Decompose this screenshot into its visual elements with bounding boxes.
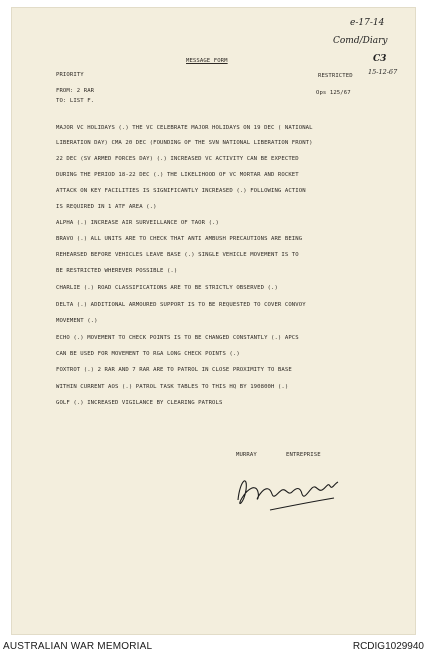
handwritten-code: C3	[373, 54, 387, 64]
sender-label: MURRAY	[236, 452, 257, 458]
body-line: BRAVO (.) ALL UNITS ARE TO CHECK THAT ANTI AMBUSH PRECAUTIONS ARE BEING	[56, 236, 303, 242]
archive-footer	[0, 638, 427, 654]
body-line: CAN BE USED FOR MOVEMENT TO RGA LONG CHECK POINTS (.)	[56, 351, 240, 357]
body-line: REHEARSED BEFORE VEHICLES LEAVE BASE (.) SINGLE VEHICLE MOVEMENT IS TO	[56, 252, 299, 258]
handwritten-signature	[230, 470, 350, 514]
body-line: DURING THE PERIOD 18-22 DEC (.) THE LIKELIHOOD OF VC MORTAR AND ROCKET	[56, 172, 299, 178]
body-line: WITHIN CURRENT AOS (.) PATROL TASK TABLES TO THIS HQ BY 190800H (.)	[56, 384, 289, 390]
handwritten-folder-ref: Comd/Diary	[333, 36, 388, 46]
classification-label: RESTRICTED	[318, 73, 353, 79]
body-line: ECHO (.) MOVEMENT TO CHECK POINTS IS TO BE CHANGED CONSTANTLY (.) APCS	[56, 335, 299, 341]
body-line: BE RESTRICTED WHEREVER POSSIBLE (.)	[56, 268, 178, 274]
sender-role: ENTREPRISE	[286, 452, 321, 458]
body-line: MAJOR VC HOLIDAYS (.) THE VC CELEBRATE MAJOR HOLIDAYS ON 19 DEC ( NATIONAL	[56, 125, 313, 131]
form-title: MESSAGE FORM	[186, 58, 228, 64]
priority-label: PRIORITY	[56, 72, 84, 78]
archive-name: AUSTRALIAN WAR MEMORIAL	[3, 641, 153, 652]
body-line: ATTACK ON KEY FACILITIES IS SIGNIFICANTLY INCREASED (.) FOLLOWING ACTION	[56, 188, 306, 194]
from-line: FROM: 2 RAR	[56, 88, 95, 94]
body-line: IS REQUIRED IN 1 ATF AREA (.)	[56, 204, 157, 210]
body-line: 22 DEC (SV ARMED FORCES DAY) (.) INCREASED VC ACTIVITY CAN BE EXPECTED	[56, 156, 299, 162]
body-line: MOVEMENT (.)	[56, 318, 98, 324]
archive-id: RCDIG1029940	[352, 641, 424, 652]
to-line: TO: LIST F.	[56, 98, 95, 104]
body-line: DELTA (.) ADDITIONAL ARMOURED SUPPORT IS TO BE REQUESTED TO COVER CONVOY	[56, 302, 306, 308]
reference-number: Ops 125/67	[316, 90, 351, 96]
body-line: CHARLIE (.) ROAD CLASSIFICATIONS ARE TO BE STRICTLY OBSERVED (.)	[56, 285, 278, 291]
body-line: GOLF (.) INCREASED VIGILANCE BY CLEARING PATROLS	[56, 400, 223, 406]
body-line: FOXTROT (.) 2 RAR AND 7 RAR ARE TO PATROL IN CLOSE PROXIMITY TO BASE	[56, 367, 292, 373]
body-line: ALPHA (.) INCREASE AIR SURVEILLANCE OF TAOR (.)	[56, 220, 219, 226]
handwritten-date: 15-12-67	[368, 68, 398, 76]
handwritten-number: e-17-14	[350, 18, 385, 28]
body-line: LIBERATION DAY) CMA 20 DEC (FOUNDING OF THE SVN NATIONAL LIBERATION FRONT)	[56, 140, 313, 146]
